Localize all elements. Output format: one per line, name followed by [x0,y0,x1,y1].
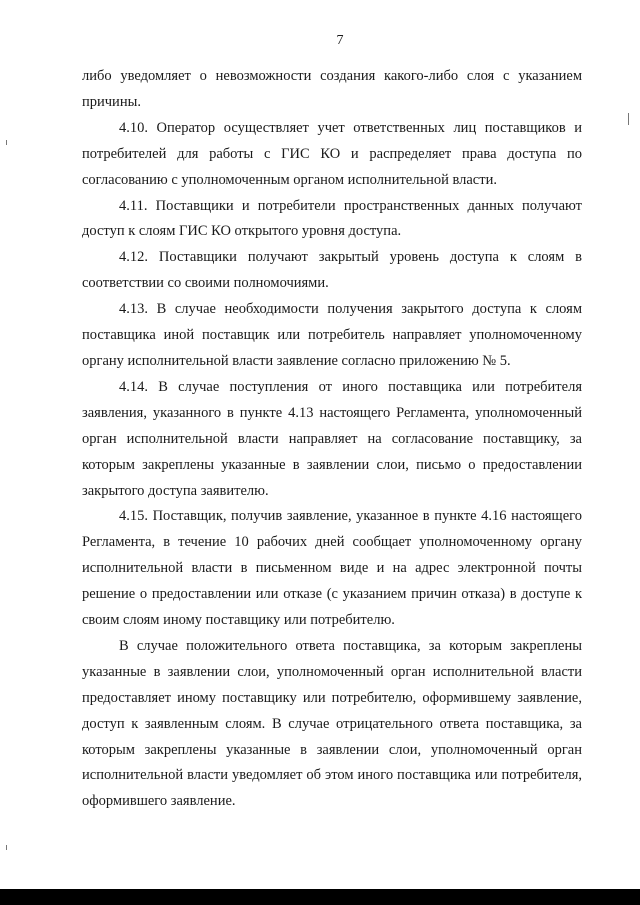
paragraph-4-10: 4.10. Оператор осуществляет учет ответственных лиц поставщиков и потребителей для работы с ГИС КО и распределяет права доступа по согласованию с уполномоченным органом исполнительной власти. [82,119,582,188]
scan-artifact-mark [6,845,7,850]
document-body [82,64,582,815]
scan-bottom-border [0,889,640,905]
paragraph-4-15: 4.15. Поставщик, получив заявление, указанное в пункте 4.16 настоящего Регламента, в течение 10 рабочих дней сообщает уполномоченному органу исполнительной власти в письменном виде и на адрес электронной почты решение о предоставлении или отказе (с указанием причин отказа) в доступе к своим слоям иному поставщику или потребителю. [82,508,582,629]
paragraph-4-13: 4.13. В случае необходимости получения закрытого доступа к слоям поставщика иной поставщик или потребитель направляет уполномоченному органу исполнительной власти заявление согласно приложению № 5. [82,301,582,369]
paragraph-4-14: 4.14. В случае поступления от иного поставщика или потребителя заявления, указанного в пункте 4.13 настоящего Регламента, уполномоченный орган исполнительной власти направляет на согласование поставщику, за которым закреплены указанные в заявлении слои, письмо о предоставлении закрытого доступа заявителю. [82,378,582,499]
page-number: 7 [336,33,344,48]
scan-artifact-mark [628,113,629,125]
paragraph-positive-response: В случае положительного ответа поставщика, за которым закреплены указанные в заявлении слои, уполномоченный орган исполнительной власти предоставляет иному поставщику или потребителю, оформившему заявление, доступ к заявленным слоям. В случае отрицательного ответа поставщика, за которым закреплены указанные в заявлении слои, уполномоченный орган исполнительной власти уведомляет об этом иного поставщика или потребителя, оформившего заявление. [82,637,582,810]
scan-artifact-mark [6,140,7,145]
paragraph-4-11: 4.11. Поставщики и потребители пространственных данных получают доступ к слоям ГИС КО открытого уровня доступа. [82,197,582,240]
paragraph-4-12: 4.12. Поставщики получают закрытый уровень доступа к слоям в соответствии со своими полномочиями. [82,249,582,292]
paragraph-continuation: либо уведомляет о невозможности создания какого-либо слоя с указанием причины. [82,68,582,110]
